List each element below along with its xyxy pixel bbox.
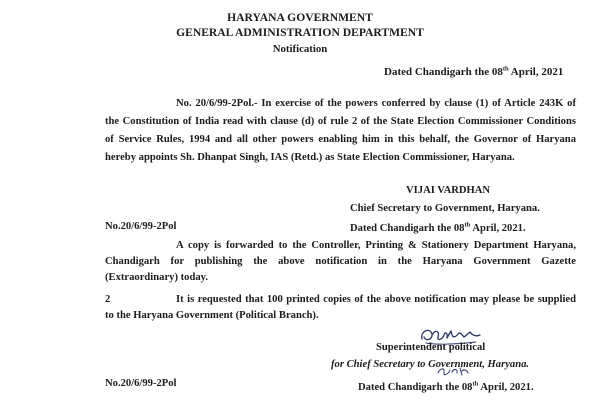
endorsement-line-1: A copy is forwarded to the Controller, Printing & Stationery Department Haryana, (176, 240, 576, 251)
header-department: GENERAL ADMINISTRATION DEPARTMENT (176, 26, 424, 39)
endorsement-number: No.20/6/99-2Pol (105, 221, 177, 232)
body-line-1: No. 20/6/99-2Pol.- In exercise of the powers conferred by clause (1) of Article 243K of (176, 98, 576, 109)
handwritten-initials (436, 364, 470, 378)
endorsement2-number: No.20/6/99-2Pol (105, 378, 177, 389)
endorsement-dated: Dated Chandigarh the 08th April, 2021. (350, 221, 526, 234)
dated-line: Dated Chandigarh the 08th April, 2021 (384, 65, 564, 78)
header-government: HARYANA GOVERNMENT (227, 11, 373, 24)
endorsement2-dated: Dated Chandigarh the 08th April, 2021. (358, 380, 534, 393)
body-line-2: the Constitution of India read with clause (d) of rule 2 of the State Election Commissioner Conditions (105, 116, 576, 127)
for-chief-secretary: for Chief Secretary to Government, Haryana. (331, 359, 530, 370)
body-line-4: hereby appoints Sh. Dhanpat Singh, IAS (Retd.) as State Election Commissioner, Haryana. (105, 152, 515, 163)
superintendent-title: Superintendent political (376, 342, 486, 353)
point-line-1: It is requested that 100 printed copies of the above notification may please be supplied (176, 294, 576, 305)
signatory-title: Chief Secretary to Government, Haryana. (350, 203, 540, 214)
endorsement-line-2: Chandigarh for publishing the above notification in the Haryana Government Gazette (105, 256, 576, 267)
body-line-3: of Service Rules, 1994 and all other powers enabling him in this behalf, the Governor of Haryana (105, 134, 576, 145)
header-notification: Notification (272, 43, 328, 55)
point-line-2: to the Haryana Government (Political Branch). (105, 310, 319, 321)
endorsement-line-3: (Extraordinary) today. (105, 272, 208, 283)
signatory-name: VIJAI VARDHAN (406, 185, 491, 196)
point-number: 2 (105, 294, 111, 305)
